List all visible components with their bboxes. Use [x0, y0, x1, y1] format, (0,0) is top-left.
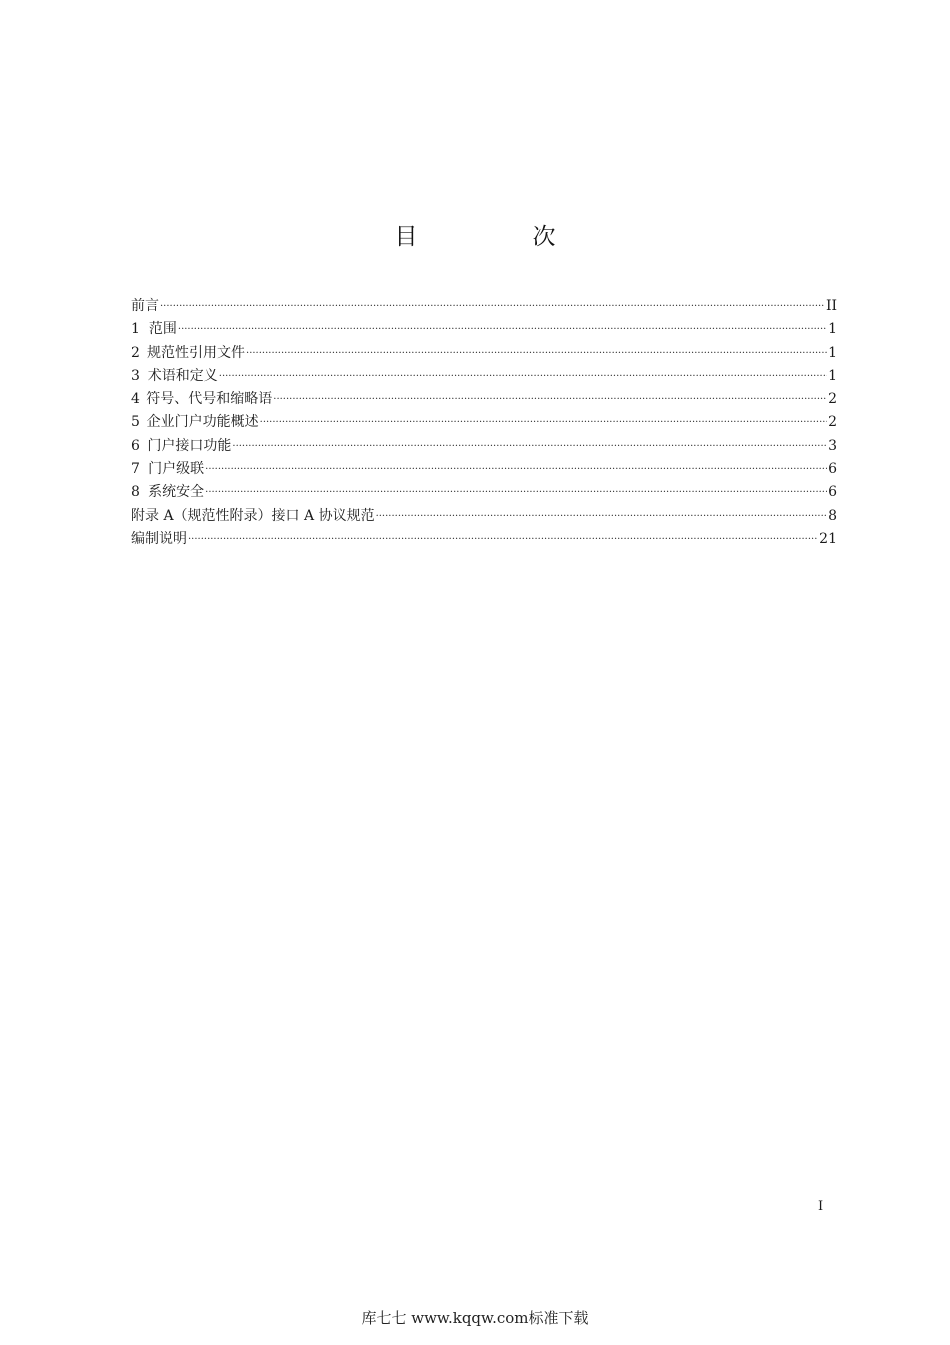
toc-entry-number: 3	[131, 367, 140, 384]
toc-entry-label: 编制说明	[131, 530, 187, 547]
toc-entry[interactable]	[131, 505, 837, 528]
toc-entry-page: 1	[828, 321, 837, 338]
toc-entry-label: 门户级联	[148, 461, 205, 478]
toc-entry-page: 8	[828, 507, 837, 524]
toc-entry-page: 6	[828, 461, 837, 478]
toc-entry-label: 系统安全	[148, 484, 205, 501]
toc-entry[interactable]	[131, 295, 837, 318]
toc-leader-dots	[246, 342, 827, 365]
toc-entry-page: II	[825, 298, 837, 314]
toc-leader-dots	[160, 295, 825, 318]
toc-entry[interactable]	[131, 342, 837, 365]
toc-entry-number: 4	[131, 391, 140, 408]
toc-leader-dots	[188, 528, 818, 551]
toc-entry-page: 2	[828, 391, 837, 408]
toc-entry-label: 规范性引用文件	[147, 344, 246, 361]
toc-title: 目 次	[394, 224, 602, 250]
toc-entry[interactable]	[131, 388, 837, 411]
toc-entry[interactable]	[131, 318, 837, 341]
toc-entry[interactable]	[131, 458, 837, 481]
toc-entry-label: 术语和定义	[147, 367, 218, 384]
toc-entry-number: 7	[131, 461, 140, 478]
toc-leader-dots	[178, 318, 827, 341]
toc-leader-dots	[376, 505, 828, 528]
toc-entry-page: 1	[828, 367, 837, 384]
toc-entry-label: 符号、代号和缩略语	[146, 391, 273, 408]
toc-entry[interactable]	[131, 365, 837, 388]
toc-entry-number: 1	[131, 321, 140, 338]
toc-entry-page: 3	[828, 437, 837, 454]
table-of-contents	[131, 295, 837, 551]
toc-leader-dots	[260, 411, 827, 434]
toc-leader-dots	[205, 481, 827, 504]
toc-leader-dots	[232, 435, 827, 458]
page-number: I	[818, 1199, 824, 1214]
toc-entry-label: 范围	[148, 321, 177, 338]
toc-entry-label: 附录 A（规范性附录）接口 A 协议规范	[131, 507, 375, 524]
toc-entry[interactable]	[131, 481, 837, 504]
toc-entry[interactable]	[131, 435, 837, 458]
toc-entry-page: 1	[828, 344, 837, 361]
toc-entry-number: 6	[131, 437, 140, 454]
toc-entry-label: 门户接口功能	[147, 437, 232, 454]
toc-leader-dots	[205, 458, 827, 481]
toc-entry-page: 2	[828, 414, 837, 431]
toc-leader-dots	[219, 365, 827, 388]
toc-entry[interactable]	[131, 411, 837, 434]
toc-entry-number: 8	[131, 484, 140, 501]
toc-entry[interactable]	[131, 528, 837, 551]
toc-entry-number: 2	[131, 344, 140, 361]
toc-entry-page: 21	[819, 530, 837, 547]
toc-entry-label: 前言	[131, 298, 159, 314]
toc-leader-dots	[273, 388, 827, 411]
toc-entry-label: 企业门户功能概述	[146, 414, 259, 431]
toc-entry-number: 5	[131, 414, 140, 431]
toc-entry-page: 6	[828, 484, 837, 501]
footer-watermark: 库七七 www.kqqw.com标准下载	[361, 1309, 589, 1327]
